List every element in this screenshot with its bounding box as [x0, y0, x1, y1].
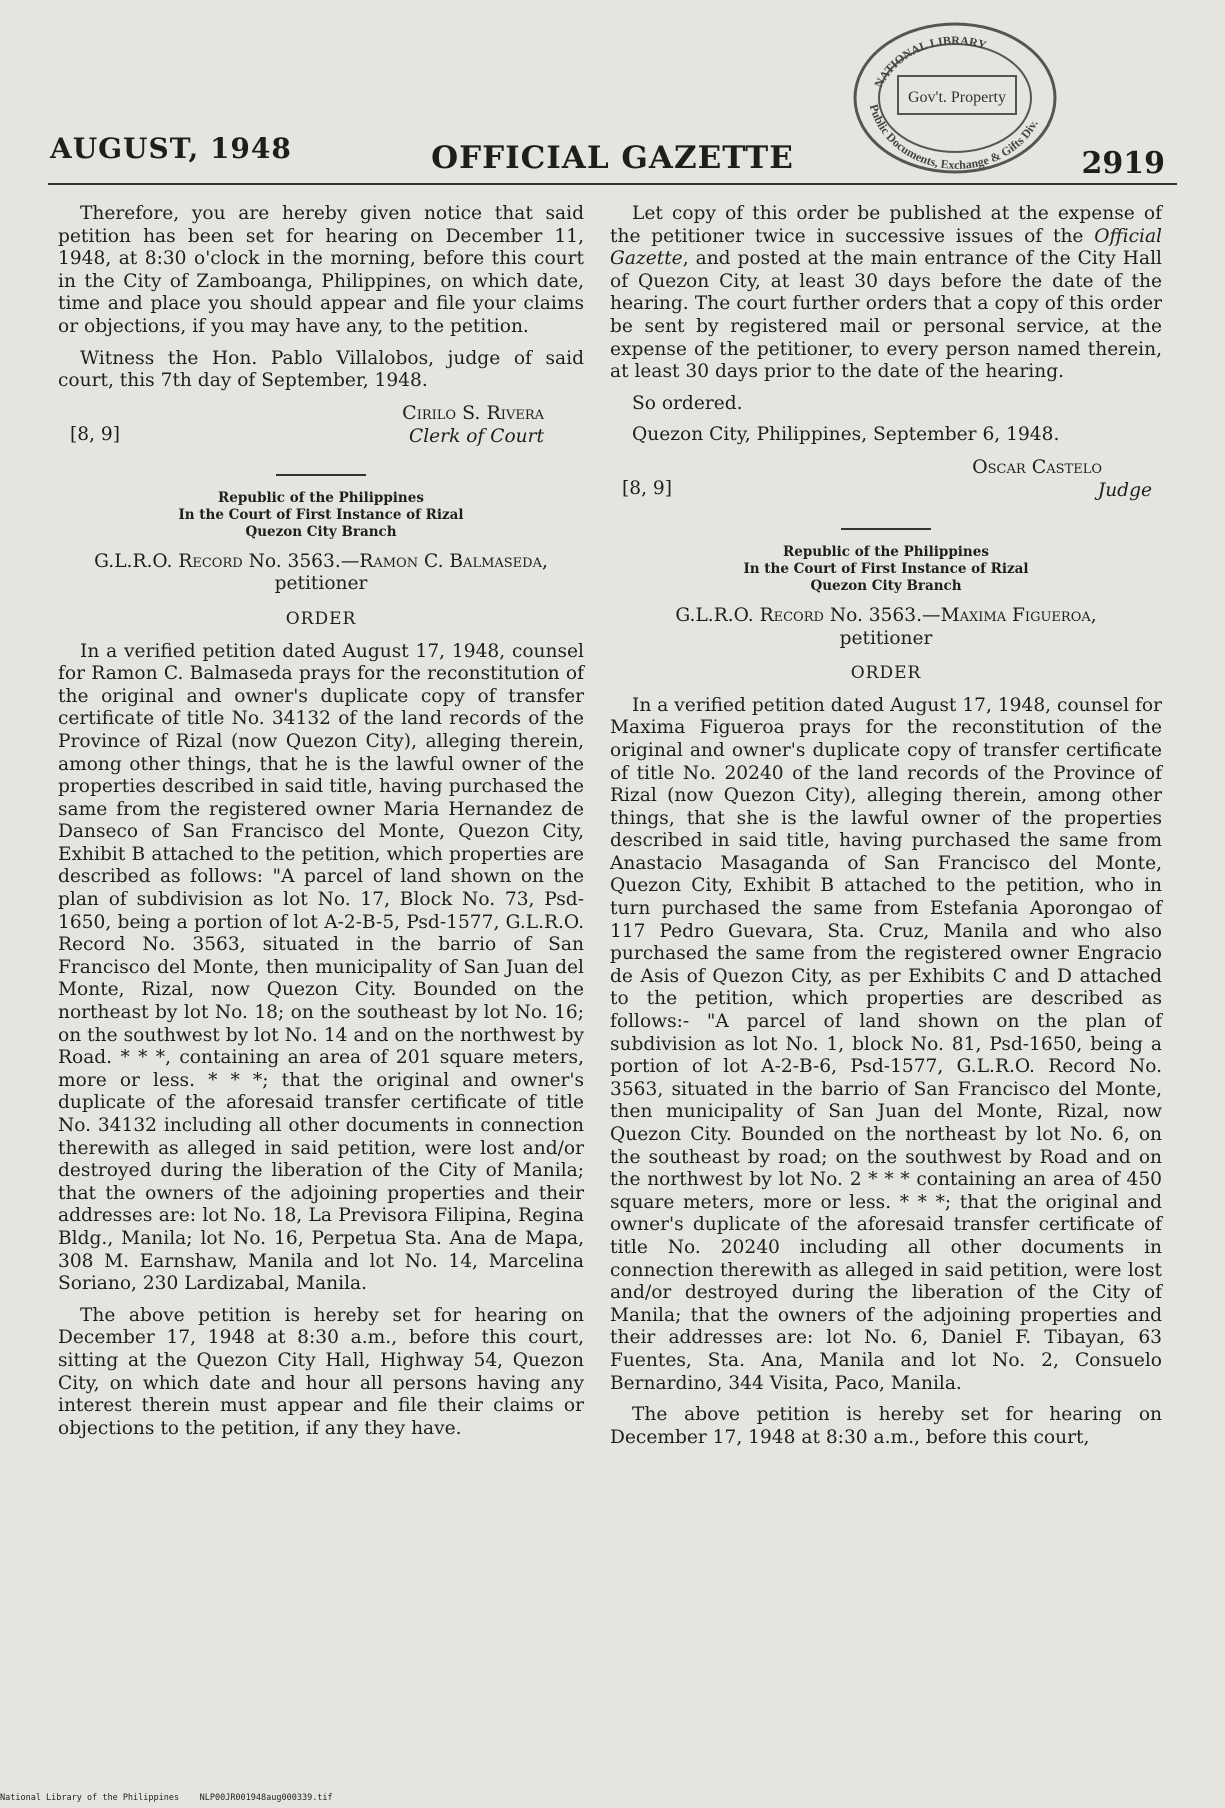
left-paragraph-petition: In a verified petition dated August 17, 1948, counsel for Ramon C. Balmaseda prays for the reconstitution of the original and owner's duplicate copy of transfer certificate of title No. 34132 of the land records of the Province of Rizal (now Quezon City), alleging therein, among other things, that he is the lawful owner of the properties described in said title, having purchased the same from the registered owner Maria Hernandez de Danseco of San Francisco del Monte, Quezon City, Exhibit B attached to the petition, which properties are described as follows: "A parcel of land shown on the plan of subdivision as lot No. 17, Block No. 73, Psd-1650, being a portion of lot A-2-B-5, Psd-1577, G.L.R.O. Record No. 3563, situated in the barrio of San Francisco del Monte, then municipality of San Juan del Monte, Rizal, now Quezon City. Bounded on the northeast by lot No. 18; on the southeast by lot No. 16; on the southwest by lot No. 14 and on the northwest by Road. * * *, containing an area of 201 square meters, more or less. * * *; that the original and owner's duplicate of the aforesaid transfer certificate of title No. 34132 including all other documents in connection therewith as alleged in said petition, were lost and/or destroyed during the liberation of the City of Manila; that the owners of the adjoining properties and their addresses are: lot No. 18, La Previsora Filipina, Regina Bldg., Manila; lot No. 16, Perpetua Sta. Ana de Mapa, 308 M. Earnshaw, Manila and lot No. 14, Marcelina Soriano, 230 Lardizabal, Manila.	[58, 640, 584, 1295]
right-record-petitioner-name: Maxima Figueroa,	[940, 604, 1097, 626]
left-section-divider	[276, 474, 366, 476]
left-column	[58, 203, 584, 1449]
left-order-title: ORDER	[285, 608, 357, 629]
right-section-divider	[841, 528, 931, 530]
right-record-prefix: G.L.R.O.	[675, 604, 760, 626]
right-record-word: Record	[759, 604, 824, 626]
scan-footer	[0, 1793, 333, 1803]
right-record-number: No. 3563.—	[823, 604, 941, 626]
right-column	[610, 203, 1162, 1458]
left-record-number: No. 3563.—	[242, 550, 360, 572]
left-signature-block	[58, 402, 584, 452]
stamp-ring-bottom-text: Public Documents, Exchange & Gifts Div.	[866, 102, 1041, 172]
right-date-code: [8, 9]	[622, 477, 672, 499]
left-court-heading	[58, 490, 584, 541]
left-record-prefix: G.L.R.O.	[94, 550, 179, 572]
footer-library: National Library of the Philippines	[0, 1793, 180, 1803]
left-date-code: [8, 9]	[70, 423, 120, 445]
left-paragraph-notice: Therefore, you are hereby given notice that said petition has been set for hearing on December 11, 1948, at 8:30 o'clock in the morning, before this court in the City of Zamboanga, Philippines, on which date, time and place you should appear and file your claims or objections, if you may have any, to the petition.	[58, 203, 584, 337]
right-paragraph-place-date: Quezon City, Philippines, September 6, 1948.	[632, 424, 1060, 446]
left-record-petitioner-name: Ramon C. Balmaseda,	[359, 550, 548, 572]
left-paragraph-witness: Witness the Hon. Pablo Villalobos, judge of said court, this 7th day of September, 1948.	[58, 347, 584, 392]
library-stamp	[846, 10, 1064, 175]
right-court-line-3: Quezon City Branch	[810, 577, 962, 594]
right-publication-gazette-name: Official Gazette	[610, 225, 1162, 270]
left-record-word: Record	[178, 550, 243, 572]
right-record-role: petitioner	[839, 627, 933, 649]
right-court-line-1: Republic of the Philippines	[783, 543, 989, 560]
left-court-line-2: In the Court of First Instance of Rizal	[178, 506, 464, 523]
left-court-line-3: Quezon City Branch	[245, 523, 397, 540]
left-record-role: petitioner	[274, 573, 368, 595]
left-signature-title: Clerk of Court	[409, 425, 544, 447]
right-paragraph-hearing: The above petition is hereby set for hearing on December 17, 1948 at 8:30 a.m., before this court,	[610, 1404, 1162, 1448]
right-paragraph-publication	[610, 203, 1162, 384]
left-court-line-1: Republic of the Philippines	[218, 489, 424, 506]
right-record-heading	[610, 605, 1162, 650]
stamp-center-text: Gov't. Property	[908, 89, 1006, 106]
left-paragraph-hearing: The above petition is hereby set for hearing on December 17, 1948 at 8:30 a.m., before this court, sitting at the Quezon City Hall, Highway 54, Quezon City, on which date and hour all persons having any interest therein must appear and file their claims or objections to the petition, if any they have.	[58, 1304, 584, 1439]
right-signature-title: Judge	[1097, 479, 1152, 501]
right-signature-block	[610, 456, 1162, 506]
header-title: OFFICIAL GAZETTE	[431, 140, 794, 176]
header-page-number: 2919	[1081, 146, 1165, 181]
right-publication-text-a: Let copy of this order be published at the expense of the petitioner twice in successive issues of the	[610, 203, 1162, 247]
right-court-line-2: In the Court of First Instance of Rizal	[743, 560, 1029, 577]
right-signature-name: Oscar Castelo	[972, 455, 1102, 478]
left-record-heading	[58, 551, 584, 596]
right-order-title: ORDER	[850, 663, 922, 684]
header-rule	[48, 183, 1177, 185]
stamp-ring-top-text: NATIONAL LIBRARY	[871, 33, 989, 90]
right-paragraph-so-ordered: So ordered.	[632, 392, 743, 414]
right-court-heading	[610, 544, 1162, 595]
right-paragraph-petition: In a verified petition dated August 17, 1948, counsel for Maxima Figueroa prays for the reconstitution of the original and owner's duplicate copy of transfer certificate of title No. 20240 of the land records of the Province of Rizal (now Quezon City), alleging therein, among other things, that she is the lawful owner of the properties described in said title, having purchased the same from Anastacio Masaganda of San Francisco del Monte, Quezon City, Exhibit B attached to the petition, who in turn purchased the same from Estefania Aporongao of 117 Pedro Guevara, Sta. Cruz, Manila and who also purchased the same from the registered owner Engracio de Asis of Quezon City, as per Exhibits C and D attached to the petition, which properties are described as follows:- "A parcel of land shown on the plan of subdivision as lot No. 1, block No. 81, Psd-1650, being a portion of lot A-2-B-6, Psd-1577, G.L.R.O. Record No. 3563, situated in the barrio of San Francisco del Monte, then municipality of San Juan del Monte, Rizal, now Quezon City. Bounded on the northeast by lot No. 6, on the southeast by road; on the southwest by Road and on the northwest by lot No. 2 * * * containing an area of 450 square meters, more or less. * * *; that the original and owner's duplicate of the aforesaid transfer certificate of title No. 20240 including all other documents in connection therewith as alleged in said petition, were lost and/or destroyed during the liberation of the City of Manila; that the owners of the adjoining properties and their addresses are: lot No. 6, Daniel F. Tibayan, 63 Fuentes, Sta. Ana, Manila and lot No. 2, Consuelo Bernardino, 344 Visita, Paco, Manila.	[610, 694, 1162, 1394]
right-publication-text-b: , and posted at the main entrance of the City Hall of Quezon City, at least 30 days before the date of the hearing. The court further orders that a copy of this order be sent by registered mail or personal service, at the expense of the petitioner, to every person named therein, at least 30 days prior to the date of the hearing.	[610, 248, 1162, 383]
header-date: AUGUST, 1948	[50, 132, 292, 165]
footer-filename: NLP00JR001948aug000339.tif	[199, 1793, 333, 1803]
left-signature-name: Cirilo S. Rivera	[402, 401, 544, 424]
